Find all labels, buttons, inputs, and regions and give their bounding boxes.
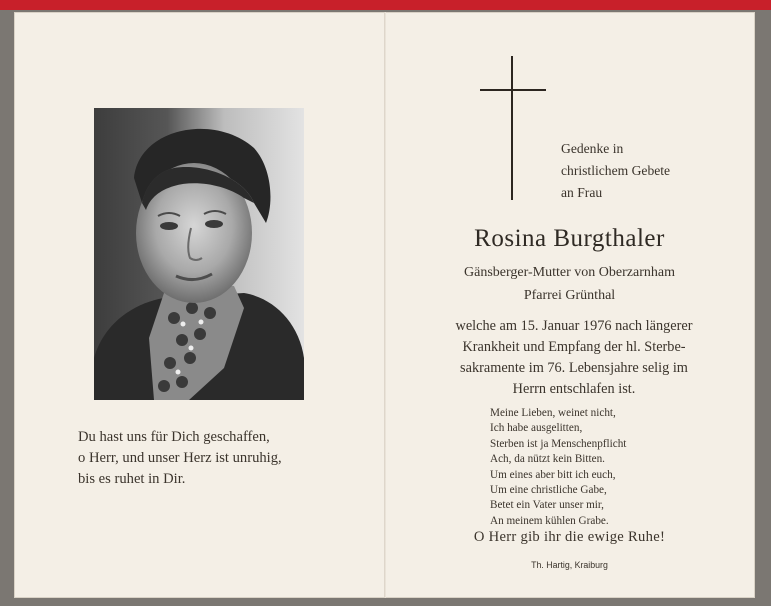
deceased-name: Rosina Burgthaler bbox=[474, 225, 665, 252]
poem-line: Meine Lieben, weinet nicht, bbox=[490, 407, 616, 419]
poem-line: Betet ein Vater unser mir, bbox=[490, 499, 604, 512]
notice-line: sakramente im 76. Lebensjahre selig im bbox=[460, 360, 688, 376]
memorial-card bbox=[14, 12, 755, 598]
verse-line: o Herr, und unser Herz ist unruhig, bbox=[78, 450, 282, 466]
subtitle-line: Gänsberger-Mutter von Oberzarnham bbox=[464, 265, 675, 280]
remembrance-line: Gedenke in bbox=[561, 141, 624, 156]
subtitle-line: Pfarrei Grünthal bbox=[523, 288, 616, 303]
notice-line: Krankheit und Empfang der hl. Sterbe- bbox=[462, 339, 686, 355]
poem-line: Um eine christliche Gabe, bbox=[490, 484, 607, 497]
farewell-poem bbox=[490, 406, 690, 529]
portrait-photo bbox=[94, 108, 304, 400]
printer-imprint: Th. Hartig, Kraiburg bbox=[531, 560, 608, 570]
poem-line: An meinem kühlen Grabe. bbox=[490, 514, 609, 527]
verse-line: bis es ruhet in Dir. bbox=[78, 471, 186, 487]
notice-line: Herrn entschlafen ist. bbox=[512, 381, 636, 397]
verse-text bbox=[78, 427, 378, 490]
portrait-image bbox=[94, 108, 304, 400]
death-notice bbox=[424, 316, 724, 400]
remembrance-line: an Frau bbox=[561, 185, 603, 200]
right-panel bbox=[384, 12, 755, 598]
notice-line: welche am 15. Januar 1976 nach längerer bbox=[455, 318, 693, 334]
scan-edge-strip bbox=[0, 0, 771, 10]
remembrance-line: christlichem Gebete bbox=[561, 163, 671, 178]
verse-line: Du hast uns für Dich geschaffen, bbox=[78, 429, 270, 445]
left-panel bbox=[14, 12, 384, 598]
cross-icon bbox=[480, 56, 546, 200]
poem-line: Sterben ist ja Menschenpflicht bbox=[490, 437, 627, 450]
poem-line: Ach, da nützt kein Bitten. bbox=[490, 453, 605, 466]
remembrance-text bbox=[561, 138, 751, 204]
poem-line: Um eines aber bitt ich euch, bbox=[490, 468, 616, 481]
poem-line: Ich habe ausgelitten, bbox=[490, 422, 583, 435]
closing-prayer: O Herr gib ihr die ewige Ruhe! bbox=[473, 529, 666, 545]
